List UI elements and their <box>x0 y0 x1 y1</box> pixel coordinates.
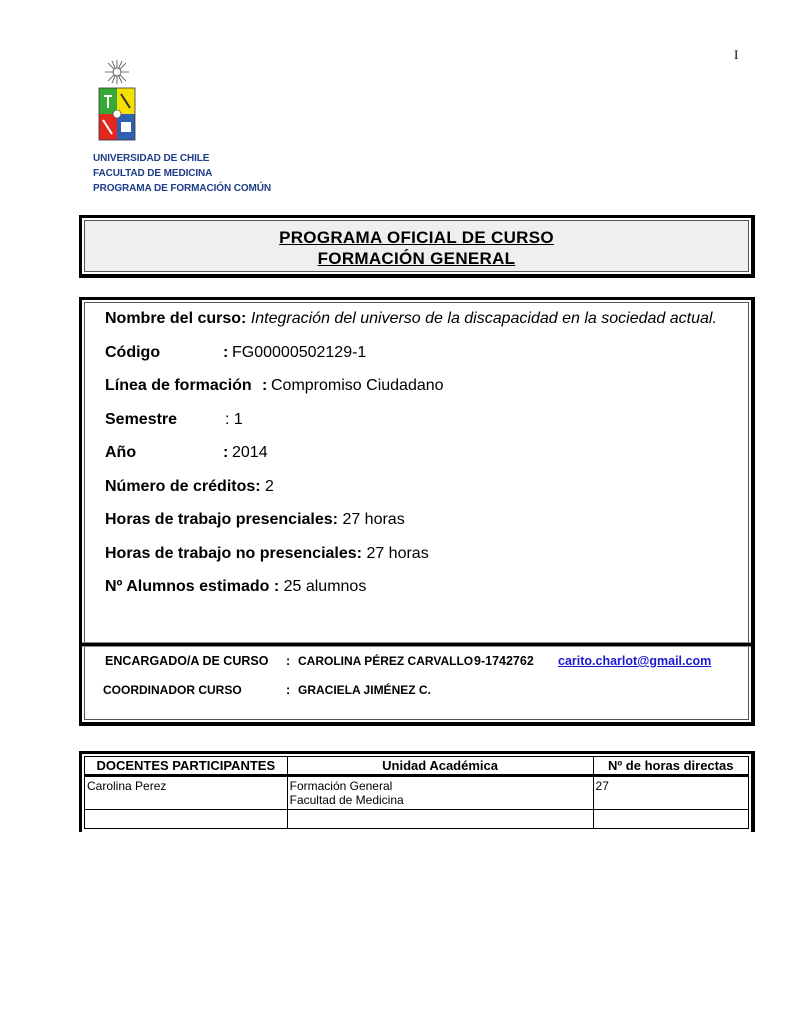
year-value: 2014 <box>232 444 268 461</box>
course-code-sep: : <box>223 344 229 361</box>
manager-label: ENCARGADO/A DE CURSO <box>105 654 269 668</box>
year-sep: : <box>223 444 229 461</box>
teacher-name-cell: Carolina Perez <box>85 776 288 810</box>
course-code-value: FG00000502129-1 <box>232 344 367 361</box>
faculty-name: FACULTAD DE MEDICINA <box>93 168 213 179</box>
institution-header <box>93 151 271 196</box>
manager-sep: : <box>286 654 291 668</box>
semester-row <box>105 411 243 429</box>
year-row <box>105 444 268 462</box>
students-value: 25 alumnos <box>283 578 367 595</box>
section-divider <box>82 642 751 647</box>
teacher-hours-cell: 27 <box>593 776 748 810</box>
empty-cell <box>85 810 288 829</box>
program-name: PROGRAMA DE FORMACIÓN COMÚN <box>93 183 272 194</box>
coordinator-sep: : <box>286 683 291 697</box>
title-line-2: FORMACIÓN GENERAL <box>317 249 516 268</box>
nonpresential-hours-row <box>105 545 429 563</box>
semester-label: Semestre <box>105 411 178 428</box>
course-code-label: Código <box>105 344 161 361</box>
course-line-sep: : <box>262 377 268 394</box>
header-hours: Nº de horas directas <box>593 757 748 776</box>
unit-line-1: Formación General <box>289 779 393 793</box>
course-line-row <box>105 377 444 395</box>
course-name-row <box>105 310 717 328</box>
presential-hours-value: 27 horas <box>342 511 405 528</box>
teachers-table-box <box>79 751 755 832</box>
manager-email-link[interactable]: carito.charlot@gmail.com <box>558 654 712 668</box>
table-row <box>85 776 749 810</box>
unit-line-2: Facultad de Medicina <box>289 793 404 807</box>
teacher-unit-cell <box>287 776 593 810</box>
university-logo-icon <box>96 58 138 142</box>
title-line-1: PROGRAMA OFICIAL DE CURSO <box>279 228 554 247</box>
coordinator-label: COORDINADOR CURSO <box>103 683 242 697</box>
presential-hours-label: Horas de trabajo presenciales: <box>105 511 338 528</box>
table-row-empty <box>85 810 749 829</box>
credits-row <box>105 478 274 496</box>
course-name-label: Nombre del curso: <box>105 310 247 327</box>
nonpresential-hours-label: Horas de trabajo no presenciales: <box>105 545 362 562</box>
empty-cell <box>287 810 593 829</box>
students-row <box>105 578 366 596</box>
nonpresential-hours-value: 27 horas <box>366 545 429 562</box>
semester-value: : 1 <box>225 411 243 428</box>
course-name-value: Integración del universo de la discapacidad en la sociedad actual. <box>250 310 717 327</box>
university-name: UNIVERSIDAD DE CHILE <box>93 153 210 164</box>
manager-phone: 9-1742762 <box>474 654 534 668</box>
credits-label: Número de créditos: <box>105 478 261 495</box>
table-header-row <box>85 757 749 776</box>
course-line-value: Compromiso Ciudadano <box>271 377 444 394</box>
header-teachers: DOCENTES PARTICIPANTES <box>85 757 288 776</box>
empty-cell <box>593 810 748 829</box>
teachers-table <box>84 756 749 829</box>
course-info-box <box>79 297 755 726</box>
page-number: I <box>734 47 739 62</box>
course-code-row <box>105 344 367 362</box>
coordinator-name: GRACIELA JIMÉNEZ C. <box>298 683 431 697</box>
title-box <box>79 215 755 278</box>
year-label: Año <box>105 444 137 461</box>
header-unit: Unidad Académica <box>287 757 593 776</box>
manager-name: CAROLINA PÉREZ CARVALLO <box>298 654 474 668</box>
credits-value: 2 <box>265 478 274 495</box>
course-line-label: Línea de formación <box>105 377 252 394</box>
presential-hours-row <box>105 511 405 529</box>
students-label: Nº Alumnos estimado : <box>105 578 280 595</box>
